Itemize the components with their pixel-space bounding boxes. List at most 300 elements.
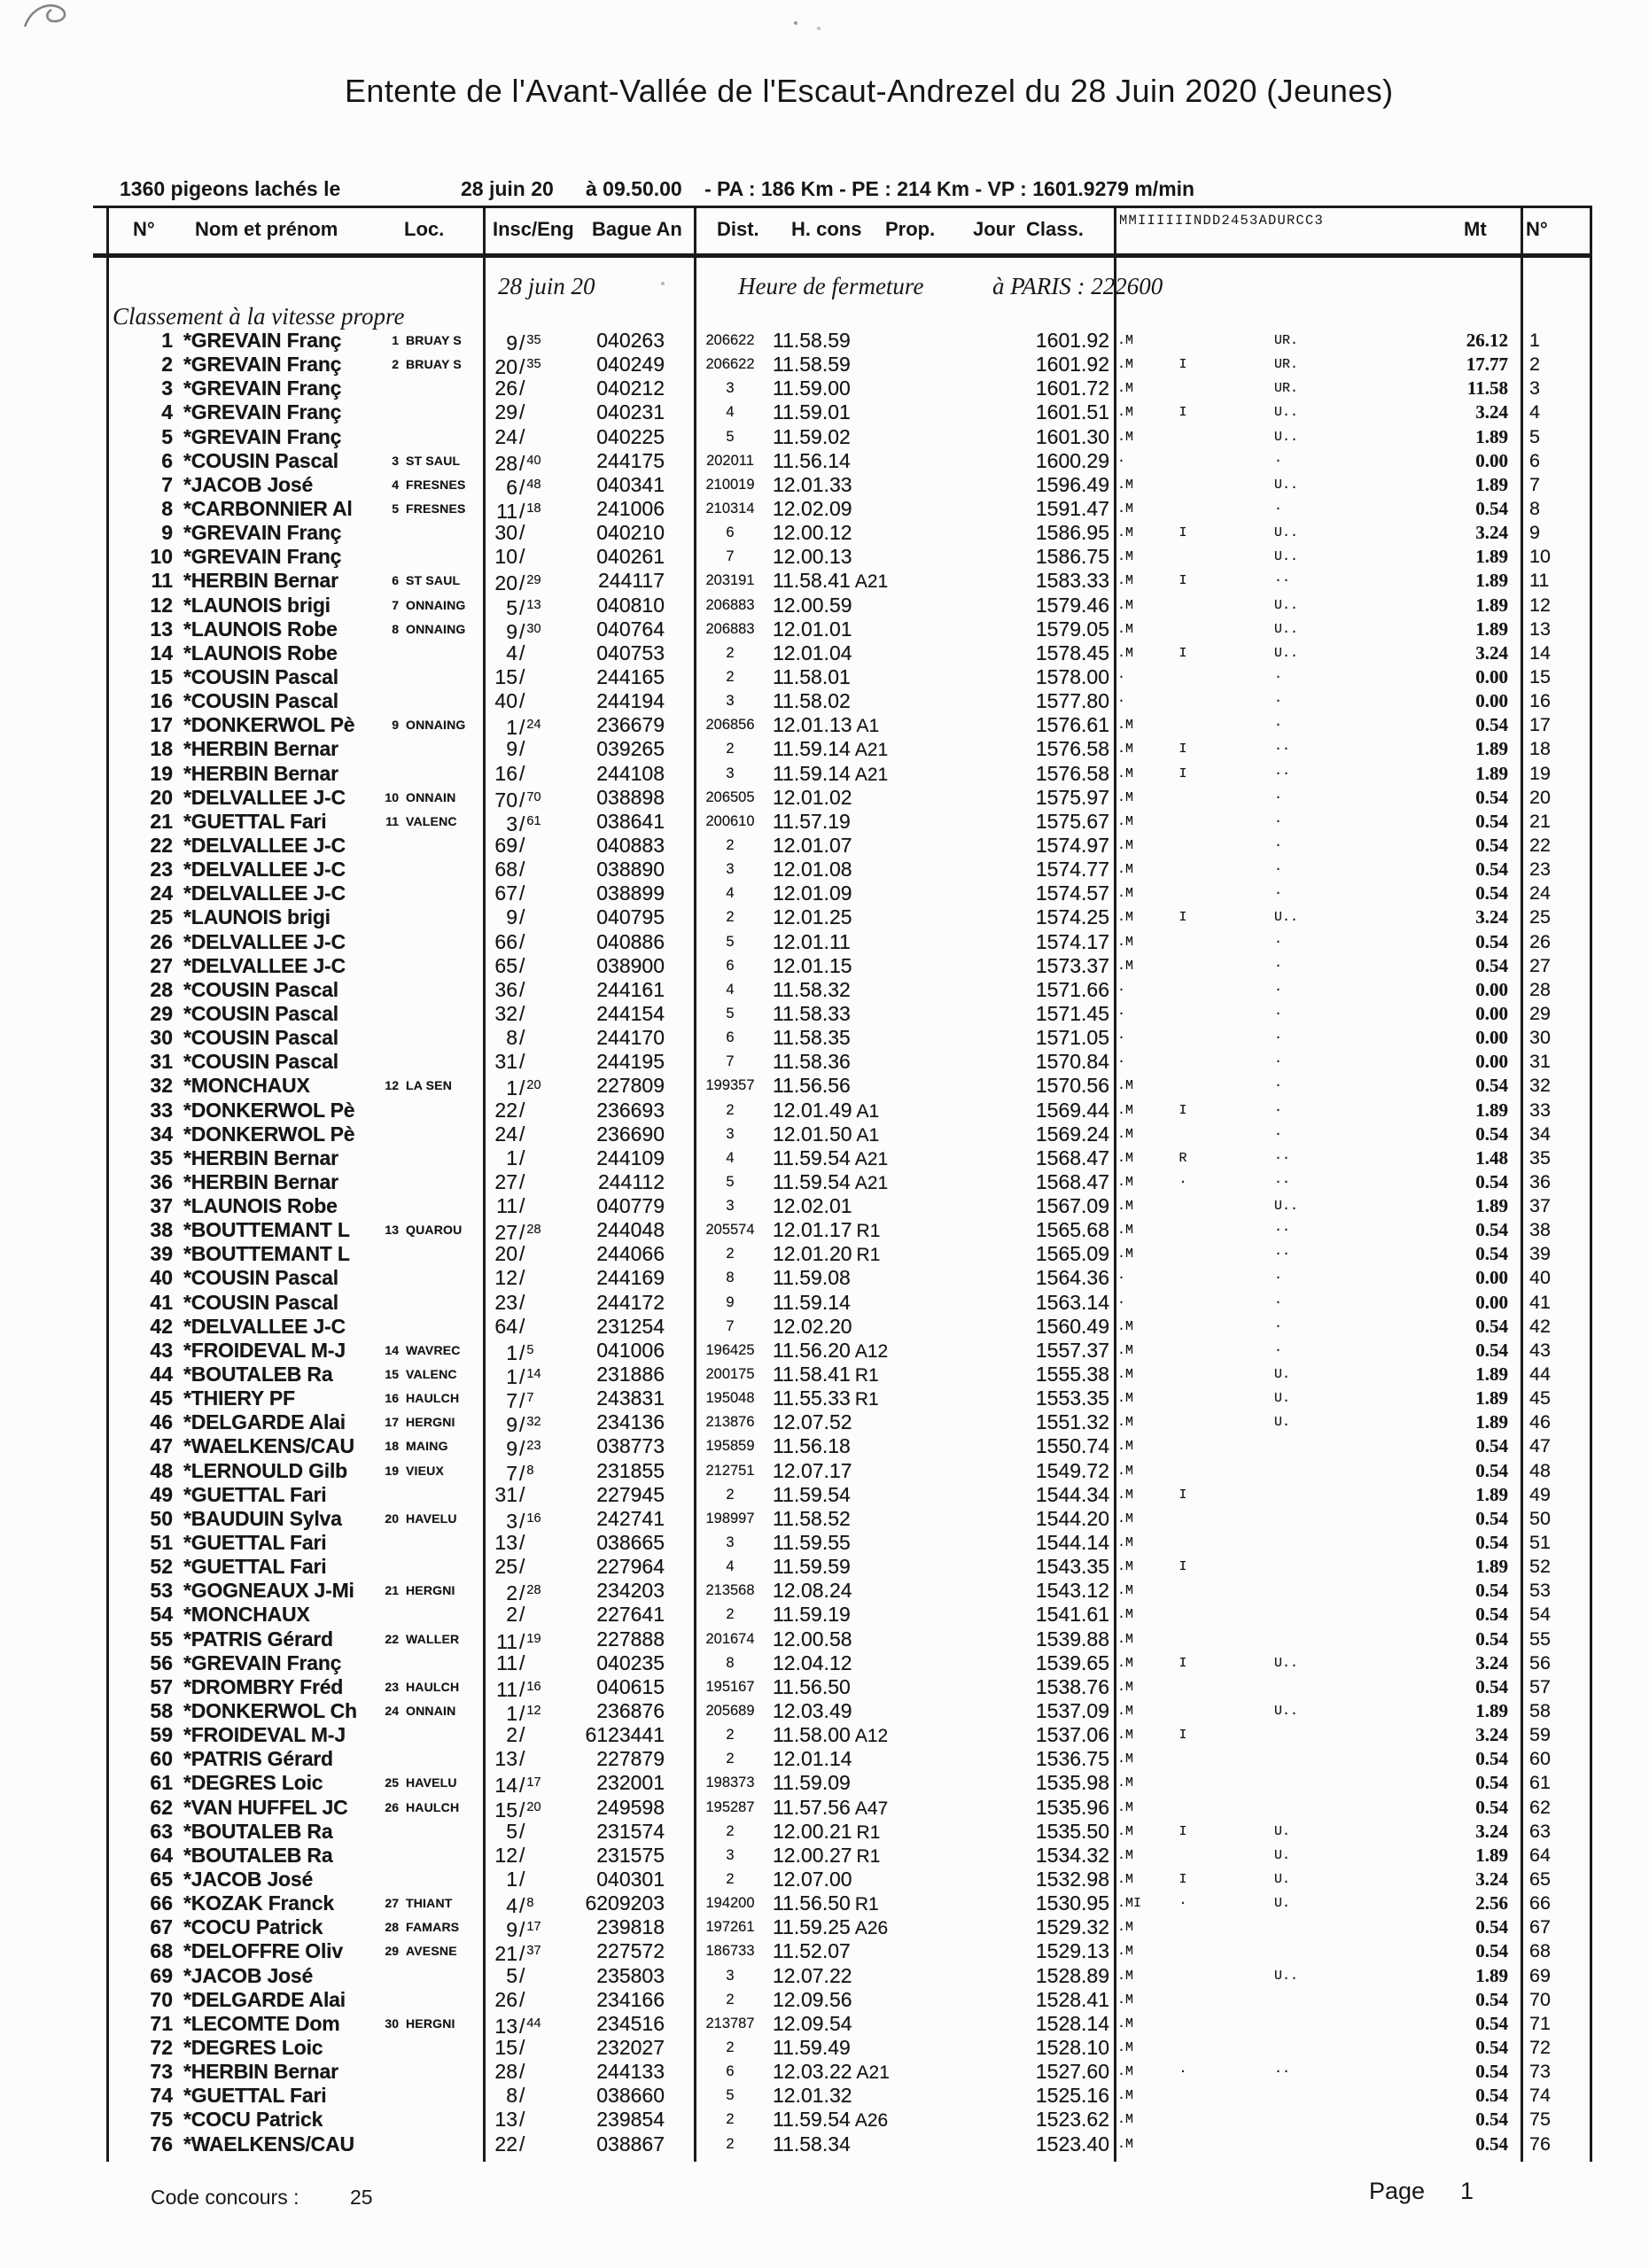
clock-time-cell: 12.01.15 [773,953,852,977]
loc-name-cell: HAVELU [406,1511,457,1526]
marker-u-cell: U.. [1274,1968,1299,1984]
ring-number-cell: 040210 [596,521,665,545]
mt-amount-cell: 0.54 [1475,2036,1508,2058]
speed-cell: 1527.60 [1035,2060,1109,2084]
release-count: 1360 pigeons lachés le [120,177,341,200]
insc-slash: / [519,1509,525,1533]
place-number-cell: 1 [1529,330,1540,351]
rank-cell: 13 [150,617,173,641]
clock-time-cell: 12.04.12 [773,1651,852,1674]
rank-cell: 38 [150,1218,173,1242]
marker-i-cell: I [1178,573,1187,589]
insc-total: 7 [526,1391,534,1406]
marker-i-cell: I [1178,910,1187,926]
insc-count: 3 [506,1509,517,1533]
distance-cell: 201674 [705,1630,755,1647]
fancier-name-cell: *GREVAIN Franç [183,377,342,400]
insc-count: 4 [506,1894,517,1918]
insc-count: 15 [494,1798,517,1821]
insc-total: 16 [526,1679,541,1694]
distance-cell: 203191 [705,572,755,589]
distance-cell: 7 [726,1317,735,1334]
speed-cell: 1530.95 [1035,1891,1109,1915]
insc-count: 30 [494,521,517,545]
speed-cell: 1570.84 [1035,1050,1109,1074]
mt-amount-cell: 0.54 [1475,2109,1508,2131]
clock-time-cell: 11.58.41 R1 [773,1363,879,1386]
marker-i-cell: I [1178,357,1187,373]
place-number-cell: 47 [1529,1435,1551,1457]
insc-total: 5 [526,1342,534,1357]
table-row [0,1747,1649,1771]
insc-count: 36 [494,977,517,1001]
ring-number-cell: 231855 [596,1458,665,1482]
mt-amount-cell: 0.54 [1475,1772,1508,1794]
scan-speck [794,21,797,25]
table-row [0,1386,1649,1413]
table-row [0,1002,1649,1026]
marker-u-cell: UR. [1274,357,1299,373]
insc-slash: / [519,499,525,523]
insc-slash: / [519,355,525,379]
insc-count: 13 [494,1747,517,1771]
clock-time-cell: 11.56.50 [773,1674,851,1698]
distance-cell: 195048 [705,1390,755,1407]
insc-slash: / [519,1531,525,1555]
clock-time-cell: 12.01.17 R1 [773,1218,881,1242]
marker-u-cell: U.. [1274,405,1299,421]
speed-cell: 1563.14 [1035,1290,1109,1314]
place-number-cell: 16 [1529,690,1551,712]
table-row [0,1483,1649,1507]
ring-number-cell: 244154 [596,1001,665,1025]
rank-cell: 15 [150,664,173,688]
insc-count: 26 [494,1987,517,2011]
ring-number-cell: 227945 [596,1482,665,1506]
mt-amount-cell: 3.24 [1475,1651,1508,1674]
rank-cell: 47 [150,1434,173,1458]
rank-cell: 72 [150,2035,173,2059]
place-number-cell: 20 [1529,786,1551,808]
mt-amount-cell: 0.00 [1475,1002,1508,1024]
fancier-name-cell: *LAUNOIS Robe [183,1194,338,1218]
fancier-name-cell: *HERBIN Bernar [183,1169,338,1193]
marker-i-cell: · [1178,1896,1187,1912]
speed-cell: 1555.38 [1035,1363,1109,1386]
mt-amount-cell: 1.89 [1475,1964,1508,1986]
fancier-name-cell: *DEGRES Loic [183,1771,323,1795]
ring-number-cell: 232001 [596,1771,665,1795]
mt-amount-cell: 0.54 [1475,1748,1508,1770]
table-row [0,882,1649,905]
table-row [0,834,1649,858]
marker-u-cell: · [1274,453,1283,469]
mt-amount-cell: 1.89 [1475,1195,1508,1217]
table-row [0,594,1649,617]
insc-total: 70 [526,789,541,804]
col-header-jour: Jour [973,218,1015,240]
marker-m-cell: .M [1117,789,1134,805]
insc-count: 5 [506,595,517,619]
distance-cell: 3 [726,1967,735,1984]
distance-cell: 6 [726,1029,735,1046]
distance-cell: 3 [726,693,735,710]
ring-number-cell: 038867 [596,2132,665,2155]
ring-number-cell: 244169 [596,1266,665,1290]
table-row [0,1339,1649,1363]
loc-name-cell: BRUAY S [406,333,462,347]
marker-u-cell: U.. [1274,1655,1299,1671]
table-row [0,1410,1649,1437]
marker-u-cell: · [1274,501,1283,517]
rank-cell: 62 [150,1795,173,1819]
rank-cell: 68 [150,1939,173,1963]
ring-number-cell: 231254 [596,1314,665,1338]
clock-time-cell: 11.59.54 A21 [773,1146,889,1169]
speed-cell: 1576.61 [1035,713,1109,737]
fancier-name-cell: *GUETTAL Fari [183,1555,327,1579]
marker-m-cell: .M [1117,405,1134,421]
mt-amount-cell: 0.54 [1475,954,1508,976]
insc-slash: / [519,1026,525,1050]
table-row [0,1651,1649,1675]
contest-code-value: 25 [350,2186,373,2209]
insc-total: 35 [526,333,541,347]
rank-cell: 22 [150,833,173,857]
ring-number-cell: 236690 [596,1122,665,1146]
marker-m-cell: .M [1117,549,1134,565]
mt-amount-cell: 1.89 [1475,1387,1508,1410]
place-number-cell: 8 [1529,497,1540,519]
insc-count: 1 [506,1146,517,1169]
speed-cell: 1578.00 [1035,664,1109,688]
rank-cell: 74 [150,2084,173,2108]
table-row [0,1603,1649,1627]
insc-total: 40 [526,453,541,468]
place-number-cell: 57 [1529,1675,1551,1697]
loc-number-cell: 2 [392,357,399,372]
rank-cell: 30 [150,1026,173,1050]
speed-cell: 1601.30 [1035,424,1109,448]
ring-number-cell: 234166 [596,1987,665,2011]
loc-name-cell: THIANT [406,1896,453,1911]
insc-total: 17 [526,1775,541,1790]
clock-time-cell: 12.01.13 A1 [773,713,880,737]
insc-count: 32 [494,1001,517,1025]
clock-time-cell: 12.01.04 [773,641,852,664]
marker-i-cell: I [1178,645,1187,661]
fancier-name-cell: *JACOB José [183,1868,314,1891]
place-number-cell: 41 [1529,1291,1551,1313]
time-suffix: A21 [854,1172,889,1193]
ring-number-cell: 039265 [596,737,665,761]
table-row [0,1555,1649,1579]
marker-u-cell: U. [1274,1872,1291,1887]
mt-amount-cell: 1.89 [1475,1844,1508,1866]
table-row [0,329,1649,353]
marker-u-cell: U.. [1274,597,1299,613]
speed-cell: 1575.97 [1035,785,1109,809]
rank-cell: 52 [150,1555,173,1579]
loc-number-cell: 24 [385,1704,399,1719]
loc-name-cell: HAULCH [406,1391,460,1406]
mt-amount-cell: 26.12 [1466,330,1508,351]
insc-slash: / [519,1098,525,1122]
fancier-name-cell: *COUSIN Pascal [183,1026,338,1050]
marker-m-cell: .M [1117,1920,1134,1936]
marker-m-cell: .M [1117,1728,1134,1744]
insc-slash: / [519,1122,525,1146]
distance-cell: 2 [726,1871,735,1887]
distance-cell: 2 [726,1246,735,1262]
marker-u-cell: U. [1274,1367,1291,1383]
insc-slash: / [519,1221,525,1245]
insc-count: 69 [494,833,517,857]
clock-time-cell: 11.59.55 [773,1531,851,1555]
table-row [0,1868,1649,1891]
rank-cell: 69 [150,1963,173,1987]
speed-cell: 1534.32 [1035,1843,1109,1867]
distance-cell: 2 [726,909,735,926]
place-number-cell: 32 [1529,1075,1551,1097]
ring-number-cell: 041006 [596,1338,665,1362]
loc-name-cell: VIEUX [406,1463,445,1478]
place-number-cell: 65 [1529,1868,1551,1890]
insc-total: 28 [526,1583,541,1598]
insc-count: 9 [506,737,517,761]
ring-number-cell: 6123441 [585,1723,665,1747]
insc-slash: / [519,1798,525,1821]
distance-cell: 195287 [705,1798,755,1815]
insc-count: 3 [506,812,517,835]
insc-count: 13 [494,1531,517,1555]
clock-time-cell: 11.58.00 A12 [773,1723,889,1747]
insc-slash: / [519,571,525,595]
distance-cell: 2 [726,1991,735,2008]
mt-amount-cell: 1.89 [1475,1099,1508,1121]
loc-number-cell: 28 [385,1920,399,1935]
results-table [0,329,1649,2156]
table-row [0,1242,1649,1266]
mt-amount-cell: 0.54 [1475,2012,1508,2034]
mt-amount-cell: 0.54 [1475,2085,1508,2107]
insc-total: 44 [526,2016,541,2031]
distance-cell: 4 [726,1558,735,1575]
speed-cell: 1550.74 [1035,1434,1109,1458]
mt-amount-cell: 1.89 [1475,617,1508,640]
loc-number-cell: 21 [385,1583,399,1598]
fancier-name-cell: *DELVALLEE J-C [183,953,346,977]
loc-name-cell: LA SEN [406,1078,453,1093]
insc-total: 29 [526,573,541,588]
marker-m-cell: .M [1117,837,1134,853]
mt-amount-cell: 3.24 [1475,1820,1508,1842]
speed-cell: 1525.16 [1035,2084,1109,2108]
distance-cell: 213568 [705,1582,755,1599]
insc-slash: / [519,812,525,835]
marker-u-cell: · [1274,934,1283,950]
scan-speck [661,282,665,285]
mt-amount-cell: 11.58 [1466,377,1508,400]
distance-cell: 8 [726,1654,735,1671]
marker-m-cell: .M [1117,1823,1134,1839]
ring-number-cell: 244117 [597,569,665,593]
fancier-name-cell: *DONKERWOL Pè [183,1122,355,1146]
marker-m-cell: .M [1117,1751,1134,1767]
ring-number-cell: 231886 [596,1363,665,1386]
rank-cell: 33 [150,1098,173,1122]
rank-cell: 42 [150,1314,173,1338]
ring-number-cell: 040263 [596,329,665,352]
loc-number-cell: 30 [385,2016,399,2031]
closing-paris: à PARIS : 222600 [992,273,1163,299]
speed-cell: 1543.12 [1035,1579,1109,1603]
speed-cell: 1579.05 [1035,617,1109,641]
mt-amount-cell: 1.89 [1475,1700,1508,1722]
fancier-name-cell: *GREVAIN Franç [183,353,342,377]
rank-cell: 16 [150,689,173,713]
table-row [0,2060,1649,2084]
speed-cell: 1538.76 [1035,1674,1109,1698]
place-number-cell: 3 [1529,377,1540,400]
place-number-cell: 30 [1529,1027,1551,1049]
marker-m-cell: .M [1117,477,1134,493]
mt-amount-cell: 1.89 [1475,546,1508,568]
fancier-name-cell: *GREVAIN Franç [183,521,342,545]
distance-cell: 5 [726,933,735,950]
loc-number-cell: 19 [385,1463,399,1478]
distance-cell: 7 [726,1053,735,1070]
insc-count: 2 [506,1581,517,1605]
header-code-string: MMIIIIIINDD2453ADURCC3 [1119,213,1325,229]
mt-amount-cell: 0.54 [1475,930,1508,952]
fancier-name-cell: *HERBIN Bernar [183,2060,338,2084]
clock-time-cell: 11.56.50 R1 [773,1891,879,1915]
insc-slash: / [519,1437,525,1461]
speed-cell: 1544.14 [1035,1531,1109,1555]
ring-number-cell: 244161 [596,977,665,1001]
marker-u-cell: · [1274,958,1283,974]
mt-amount-cell: 0.00 [1475,690,1508,712]
rank-cell: 49 [150,1482,173,1506]
distance-cell: 3 [726,1846,735,1863]
clock-time-cell: 12.01.08 [773,858,852,882]
col-header-class: Class. [1026,218,1084,240]
ring-number-cell: 236876 [596,1699,665,1723]
loc-number-cell: 20 [385,1511,399,1526]
fancier-name-cell: *DELVALLEE J-C [183,882,346,905]
time-suffix: R1 [854,1365,879,1386]
marker-u-cell: · [1274,1270,1283,1286]
table-row [0,1291,1649,1315]
fancier-name-cell: *LAUNOIS brigi [183,593,331,617]
place-number-cell: 15 [1529,665,1551,687]
loc-name-cell: HAULCH [406,1679,460,1694]
marker-i-cell: · [1178,1174,1187,1190]
loc-number-cell: 11 [385,813,399,828]
loc-name-cell: ONNAING [406,597,466,612]
table-row [0,1723,1649,1747]
loc-name-cell: FRESNES [406,477,466,492]
marker-m-cell: .M [1117,1799,1134,1815]
mt-amount-cell: 0.54 [1475,1170,1508,1192]
speed-cell: 1568.47 [1035,1169,1109,1193]
col-header-loc: Loc. [404,218,445,240]
table-row [0,1099,1649,1122]
distance-cell: 212751 [705,1462,755,1479]
time-suffix: A21 [854,571,889,593]
insc-total: 19 [526,1631,541,1646]
distance-cell: 200610 [705,812,755,829]
ring-number-cell: 244194 [596,689,665,713]
insc-count: 20 [494,1242,517,1266]
marker-u-cell: · [1274,813,1283,829]
insc-count: 1 [506,716,517,740]
rank-cell: 67 [150,1915,173,1939]
loc-name-cell: ONNAING [406,718,466,733]
ring-number-cell: 243831 [596,1386,665,1410]
place-number-cell: 17 [1529,714,1551,736]
table-row [0,1820,1649,1844]
insc-slash: / [519,1819,525,1843]
insc-slash: / [519,475,525,499]
table-row [0,473,1649,497]
marker-u-cell: · [1274,669,1283,685]
table-row [0,689,1649,713]
insc-count: 11 [496,1629,517,1653]
speed-cell: 1600.29 [1035,448,1109,472]
marker-m-cell: .M [1117,1463,1134,1479]
mt-amount-cell: 0.54 [1475,834,1508,856]
time-suffix: A1 [856,1100,880,1122]
marker-u-cell: · [1274,837,1283,853]
table-row [0,737,1649,761]
marker-m-cell: .M [1117,1968,1134,1984]
ring-number-cell: 040231 [596,400,665,424]
distance-cell: 210019 [705,476,755,493]
ring-number-cell: 040795 [596,905,665,929]
speed-cell: 1579.46 [1035,593,1109,617]
fancier-name-cell: *MONCHAUX [183,1603,310,1627]
place-number-cell: 38 [1529,1219,1551,1241]
insc-count: 16 [494,761,517,785]
marker-m-cell: · [1117,1030,1126,1046]
speed-cell: 1523.62 [1035,2108,1109,2132]
fancier-name-cell: *COUSIN Pascal [183,1290,338,1314]
table-row [0,449,1649,473]
speed-cell: 1596.49 [1035,472,1109,496]
place-number-cell: 50 [1529,1507,1551,1529]
speed-cell: 1528.10 [1035,2035,1109,2059]
marker-m-cell: .M [1117,718,1134,734]
speed-cell: 1569.24 [1035,1122,1109,1146]
time-suffix: A21 [856,2062,890,2084]
insc-slash: / [519,1868,525,1891]
rank-cell: 57 [150,1674,173,1698]
mt-amount-cell: 1.89 [1475,1411,1508,1433]
place-number-cell: 72 [1529,2036,1551,2058]
clock-time-cell: 11.59.54 A26 [773,2108,889,2132]
fancier-name-cell: *COUSIN Pascal [183,1050,338,1074]
ring-number-cell: 239854 [596,2108,665,2132]
speed-cell: 1551.32 [1035,1410,1109,1434]
distance-cell: 199357 [705,1077,755,1094]
insc-count: 11 [496,499,517,523]
place-number-cell: 63 [1529,1820,1551,1842]
clock-time-cell: 12.00.27 R1 [773,1843,881,1867]
fancier-name-cell: *LERNOULD Gilb [183,1458,348,1482]
marker-i-cell: I [1178,1872,1187,1887]
